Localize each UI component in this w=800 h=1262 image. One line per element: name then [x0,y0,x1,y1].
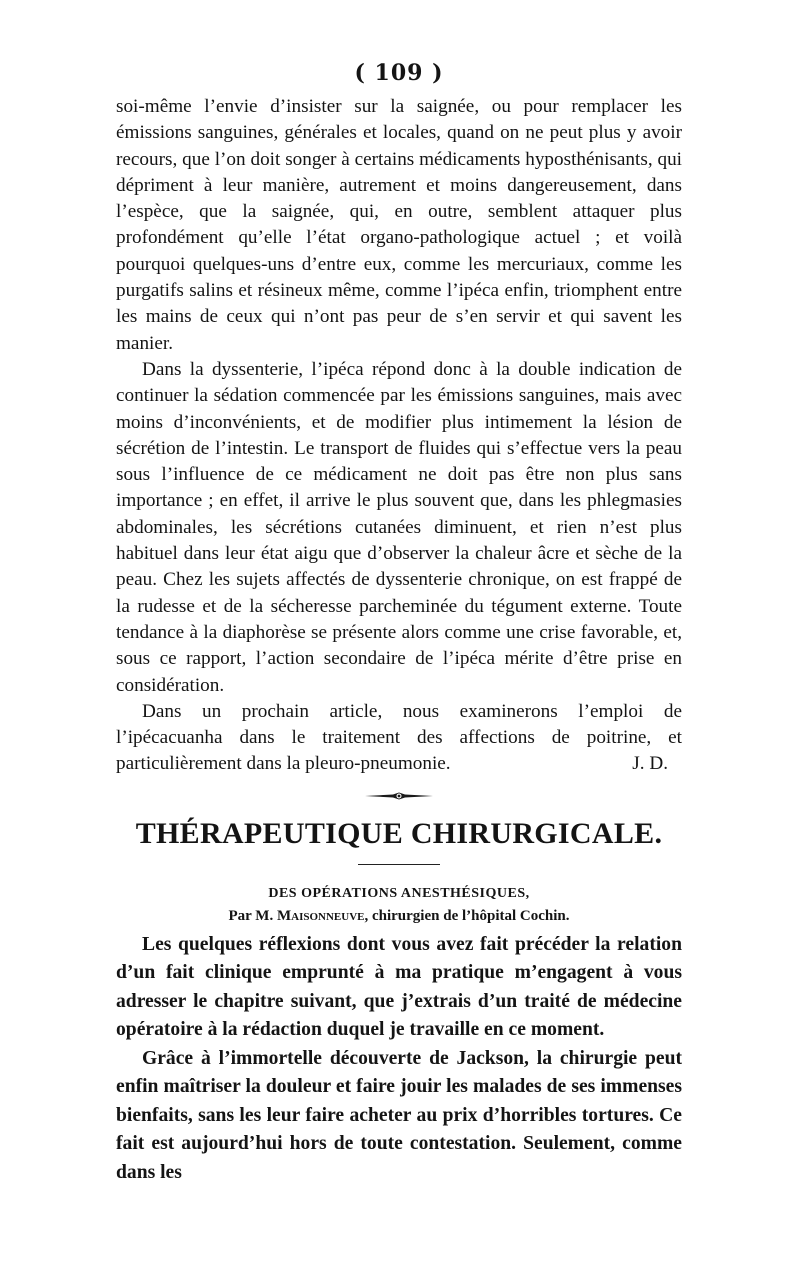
article-body [116,931,682,1188]
byline [116,905,682,927]
page-number: ( 109 ) [354,60,444,86]
article-paragraph-1: Les quelques réflexions dont vous avez fait précéder la relation d’un fait clinique emprunté à ma pratique m’engagent à vous adresser le chapitre suivant, que j’extrais d’un traité de médecine opératoire à la rédaction duquel je travaille en ce moment. [116,933,682,1041]
article-continuation [116,94,682,778]
book-page [116,58,682,1187]
author-name: Maisonneuve [276,907,365,924]
article-title: DES OPÉRATIONS ANESTHÉSIQUES, [268,885,530,901]
paragraph-2: Dans la dyssenterie, l’ipéca répond donc à la double indication de continuer la sédation commencée par les émissions sanguines, mais avec moins d’inconvénients, et de modifier plus intimement la lésion de sécrétion de l’intestin. Le transport de fluides qui s’effectue vers la peau sous l’influence de ce médicament ne doit pas être non plus sans importance ; en effet, il arrive le plus souvent que, dans les phlegmasies abdominales, les sécrétions cutanées diminuent, et rien n’est plus habituel dans leur état aigu que d’observer la chaleur âcre et sèche de la peau. Chez les sujets affectés de dyssenterie chronique, on est frappé de la rudesse et de la sécheresse parcheminée du tégument externe. Toute tendance à la diaphorèse se présente alors comme une crise favorable, et, sous ce rapport, l’action secondaire de l’ipéca mérite d’être prise en considération. [116,358,682,696]
byline-prefix: Par M. [228,907,274,924]
paragraph-3-text: Dans un prochain article, nous examinerons l’emploi de l’ipécacuanha dans le traitement des affections de poitrine, et particulièrement dans la pleuro-pneumonie. [116,700,682,775]
section-title: THÉRAPEUTIQUE CHIRURGICALE. [135,816,663,850]
ornament-divider [116,788,682,808]
paragraph-1: soi-même l’envie d’insister sur la saignée, ou pour remplacer les émissions sanguines, générales et locales, quand on ne peut plus y avoir recours, que l’on doit songer à certains médicaments hyposthénisants, qui dépriment à leur manière, autrement et moins dangereusement, dans l’espèce, que la saignée, qui, en outre, semblent attaquer plus profondément qu’elle l’état organo-pathologique actuel ; et voilà pourquoi quelques-uns d’entre eux, comme les mercuriaux, comme les purgatifs salins et résineux même, comme l’ipéca enfin, triomphent entre les mains de ceux qui n’ont pas peur de s’en servir et qui savent les manier. [116,96,682,354]
title-rule [358,864,440,865]
signature: J. D. [632,753,668,775]
article-paragraph-2: Grâce à l’immortelle découverte de Jackson, la chirurgie peut enfin maîtriser la douleur et faire jouir les malades de ses immenses bienfaits, sans les leur faire acheter au prix d’horribles tortures. Ce fait est aujourd’hui hors de toute contestation. Seulement, comme dans les [116,1047,682,1183]
ornament-divider-icon [363,789,435,803]
paragraph-3 [116,699,682,778]
byline-suffix: , chirurgien de l’hôpital Cochin. [364,907,570,924]
